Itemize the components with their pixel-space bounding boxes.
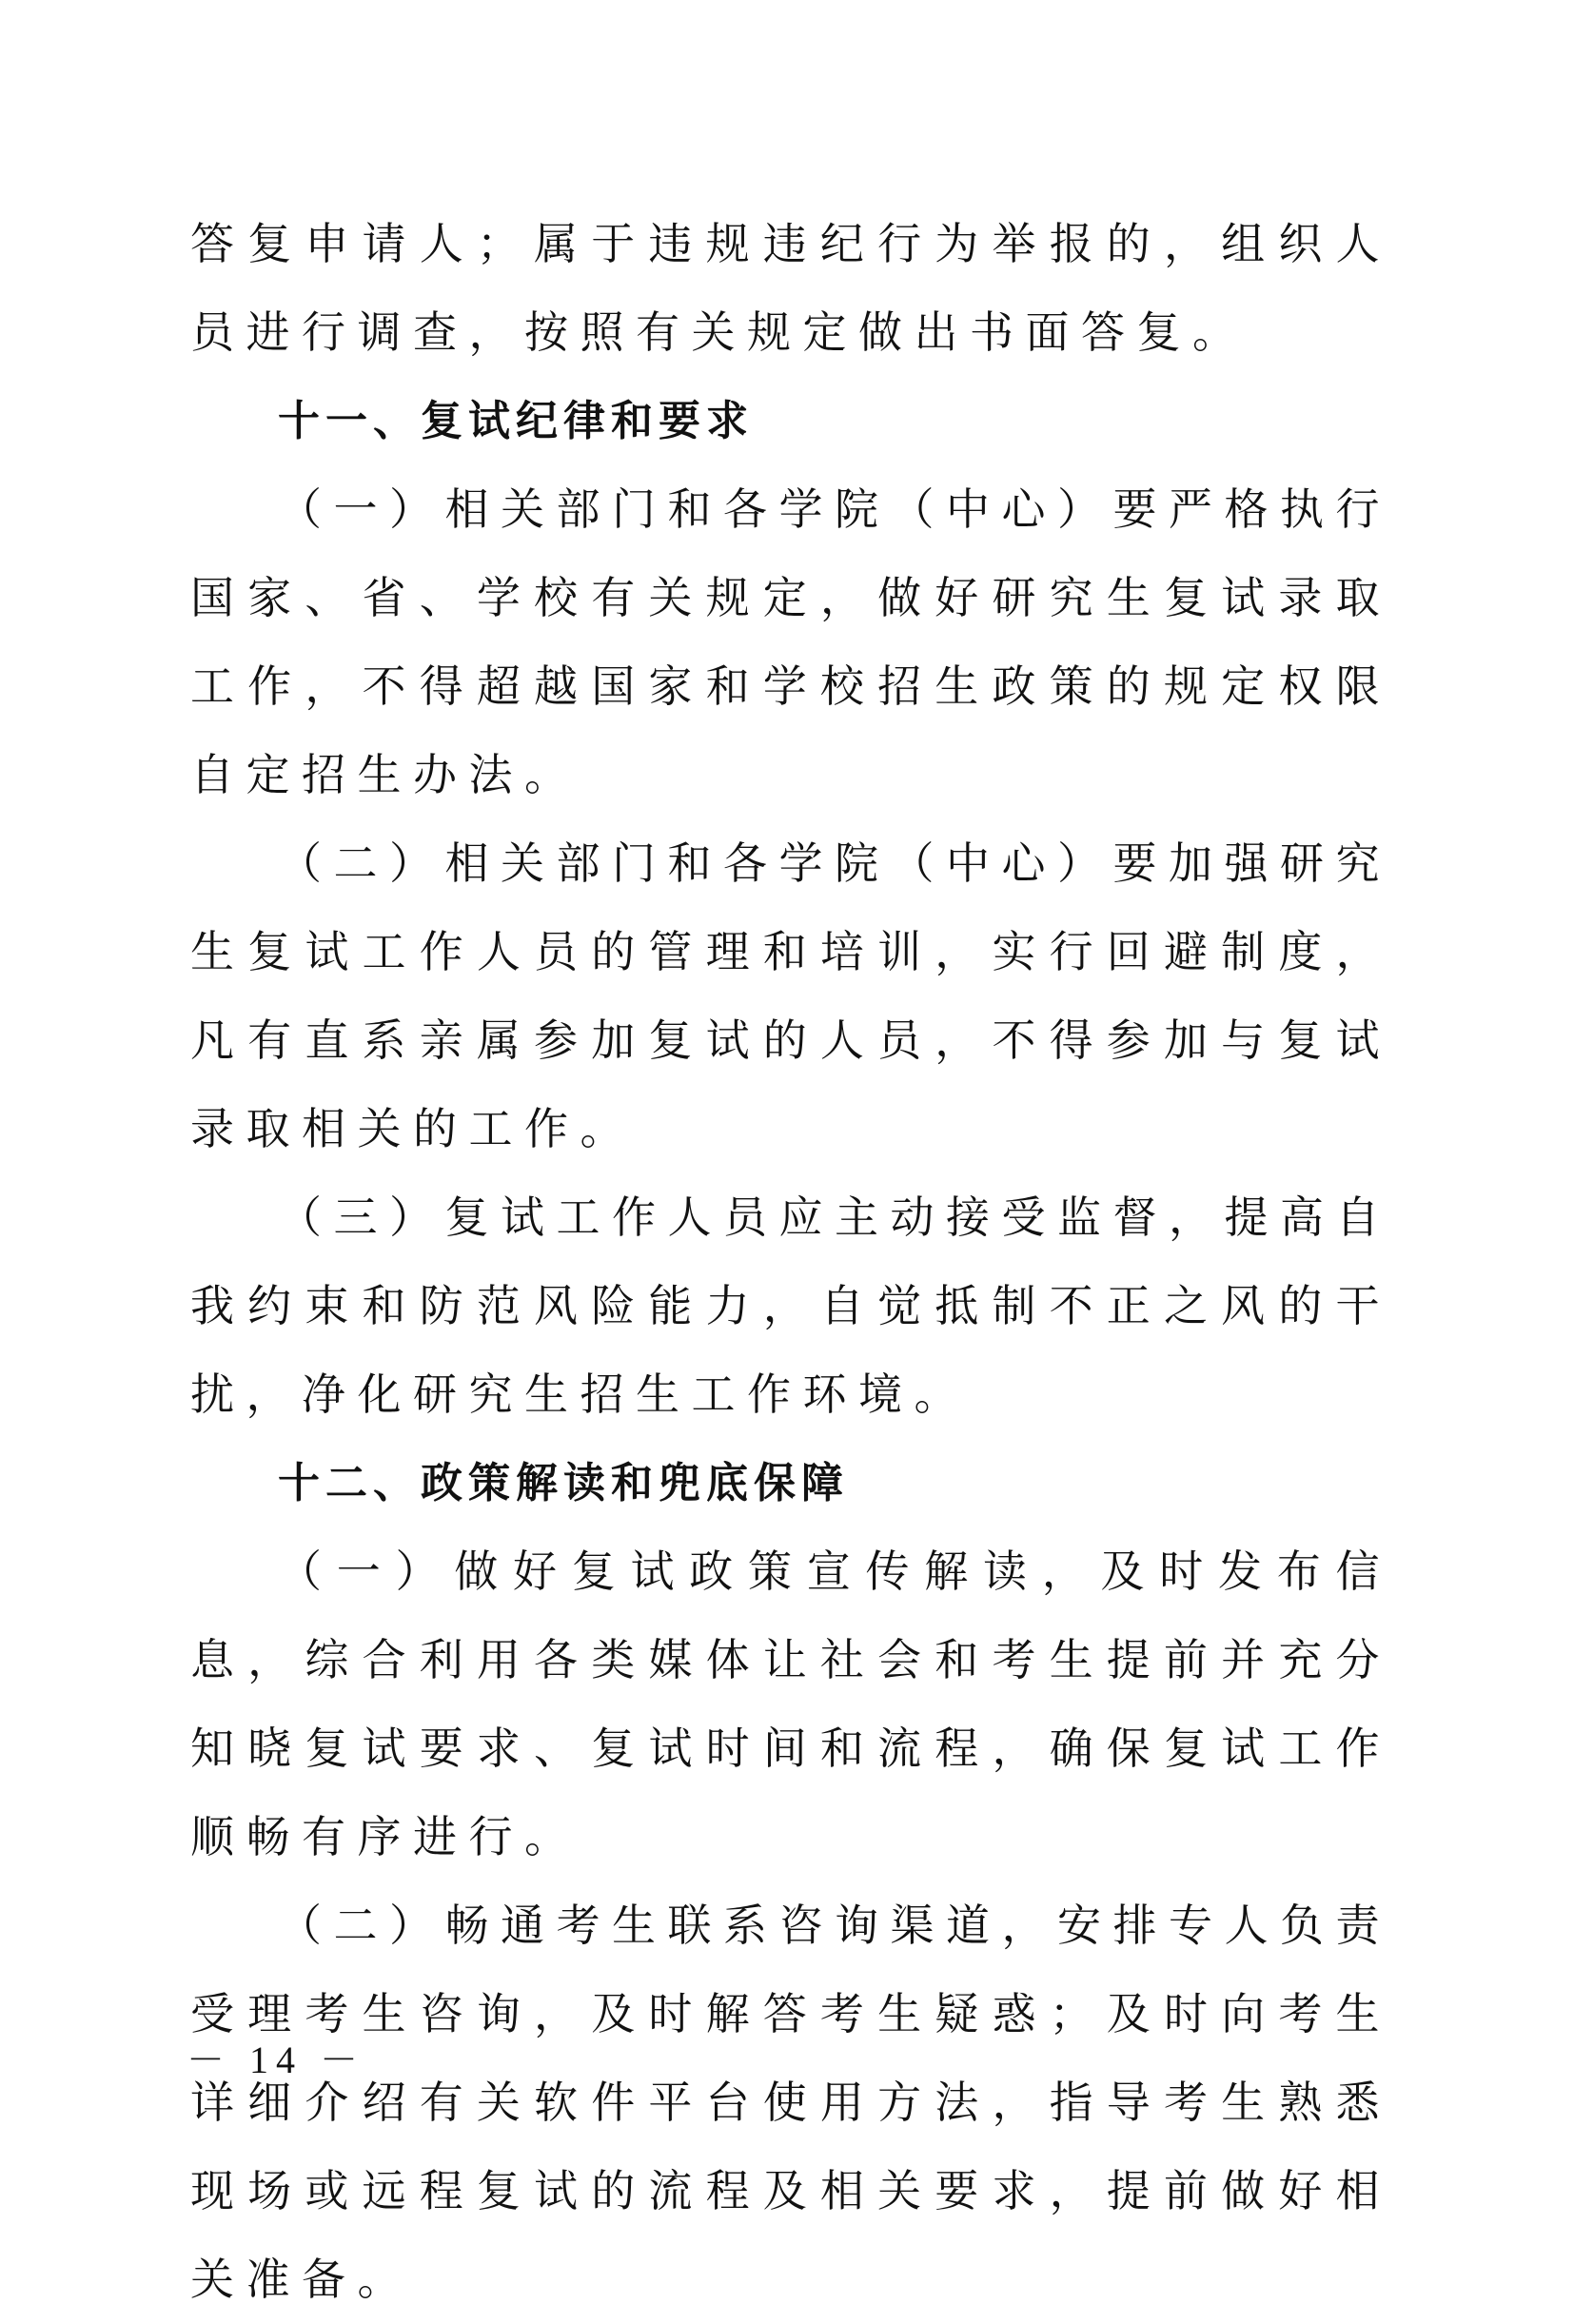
page-number: － 14 － (187, 2038, 365, 2081)
section-heading-11: 十一、复试纪律和要求 (278, 397, 754, 445)
paragraph-12-1: （一）做好复试政策宣传解读，及时发布信息，综合利用各类媒体让社会和考生提前并充分知晓复试要求、复试时间和流程，确保复试工作顺畅有序进行。 (190, 1546, 1391, 1862)
paragraph-11-3: （三）复试工作人员应主动接受监督，提高自我约束和防范风险能力，自觉抵制不正之风的干扰，净化研究生招生工作环境。 (190, 1192, 1391, 1420)
paragraph-11-1: （一）相关部门和各学院（中心）要严格执行国家、省、学校有关规定，做好研究生复试录取工作，不得超越国家和学校招生政策的规定权限自定招生办法。 (190, 483, 1391, 800)
document-body (190, 200, 1391, 2324)
section-heading-12: 十二、政策解读和兜底保障 (278, 1459, 849, 1507)
paragraph-12-2: （二）畅通考生联系咨询渠道，安排专人负责受理考生咨询，及时解答考生疑惑；及时向考生详细介绍有关软件平台使用方法，指导考生熟悉现场或远程复试的流程及相关要求，提前做好相关准备。 (190, 1900, 1391, 2305)
paragraph-11-2: （二）相关部门和各学院（中心）要加强研究生复试工作人员的管理和培训，实行回避制度，凡有直系亲属参加复试的人员，不得参加与复试录取相关的工作。 (190, 837, 1391, 1154)
paragraph-continuation: 答复申请人；属于违规违纪行为举报的，组织人员进行调查，按照有关规定做出书面答复。 (190, 218, 1391, 358)
